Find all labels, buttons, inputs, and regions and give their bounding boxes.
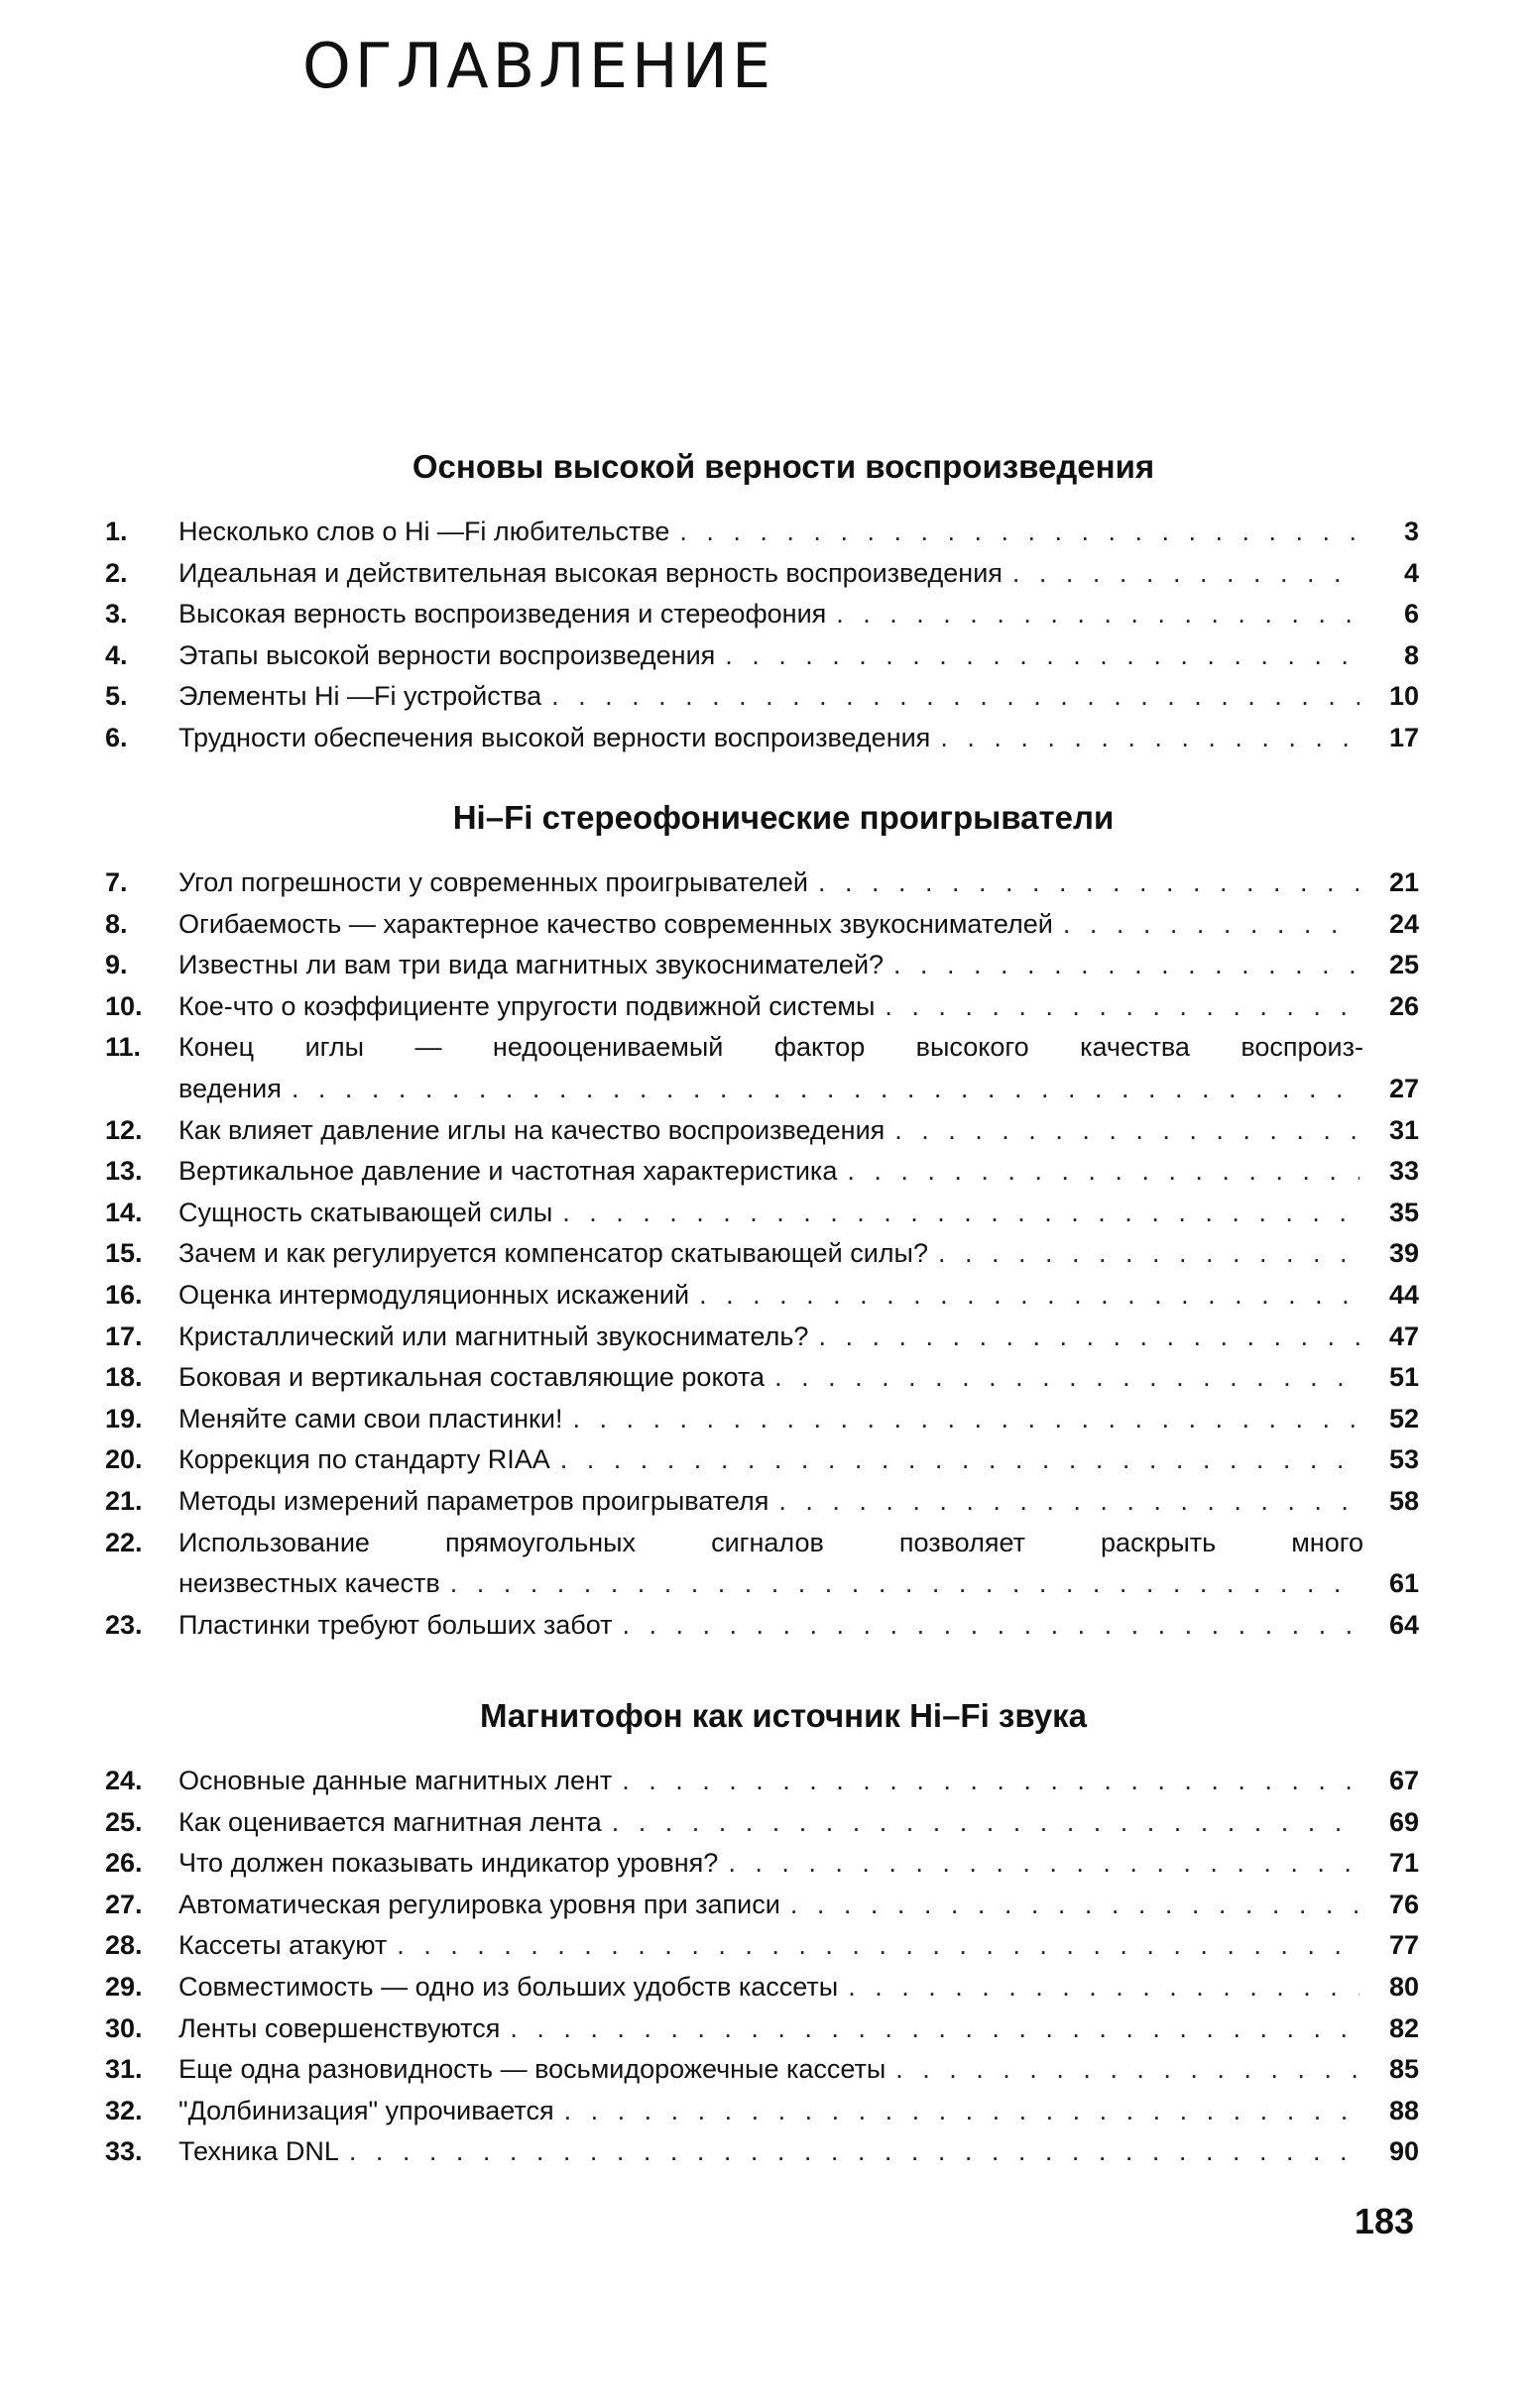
dot-leader	[699, 1275, 1360, 1317]
entry-title: Вертикальное давление и частотная характеристика	[178, 1156, 838, 1187]
entry-title: Коррекция по стандарту RIAA	[178, 1444, 550, 1475]
entry-page-number: 17	[1388, 722, 1419, 752]
toc-entry[interactable]	[105, 1275, 1419, 1317]
toc-entry[interactable]	[105, 2008, 1419, 2050]
toc-entry[interactable]	[105, 1439, 1419, 1481]
dot-leader	[847, 1151, 1360, 1193]
toc-entry[interactable]	[105, 1151, 1419, 1193]
dot-leader	[623, 1605, 1360, 1647]
entry-number: 4.	[105, 639, 128, 670]
entry-page-number: 25	[1388, 950, 1419, 980]
toc-entry[interactable]	[105, 1110, 1419, 1152]
toc-entry[interactable]	[105, 1925, 1419, 1967]
dot-leader	[848, 1967, 1360, 2008]
dot-leader	[551, 676, 1360, 718]
entry-number: 31.	[105, 2054, 143, 2085]
entry-title: Кое-что о коэффициенте упругости подвижной системы	[178, 990, 876, 1021]
entry-number: 8.	[105, 908, 128, 939]
entry-title: Кассеты атакуют	[178, 1930, 388, 1961]
section-heading: Hi–Fi стереофонические проигрыватели	[452, 799, 1115, 836]
entry-page-number: 21	[1388, 867, 1419, 897]
dot-leader	[1063, 904, 1360, 946]
entry-title: Еще одна разновидность — восьмидорожечные кассеты	[178, 2054, 887, 2085]
entry-title: Совместимость — одно из больших удобств кассеты	[178, 1971, 839, 2002]
dot-leader	[778, 1481, 1360, 1523]
entry-title: Кристаллический или магнитный звукосниматель?	[178, 1320, 809, 1351]
toc-entry[interactable]	[105, 1357, 1419, 1399]
entry-number: 6.	[105, 722, 128, 752]
entry-number: 28.	[105, 1930, 143, 1961]
entry-page-number: 4	[1403, 557, 1419, 588]
entry-page-number: 51	[1388, 1362, 1419, 1393]
entry-page-number: 47	[1388, 1320, 1419, 1351]
entry-page-number: 44	[1388, 1279, 1419, 1310]
entry-title: Сущность скатывающей силы	[178, 1197, 553, 1227]
entry-page-number: 33	[1388, 1156, 1419, 1187]
dot-leader	[818, 862, 1360, 904]
entry-number: 22.	[105, 1527, 143, 1557]
entry-number: 29.	[105, 1971, 143, 2002]
entry-title: неизвестных качеств	[178, 1568, 440, 1599]
entry-title: Основные данные магнитных лент	[178, 1766, 613, 1795]
entry-page-number: 6	[1403, 599, 1419, 630]
dot-leader	[572, 1399, 1360, 1440]
entry-number: 17.	[105, 1320, 143, 1351]
toc-entry[interactable]	[105, 676, 1419, 718]
dot-leader	[885, 986, 1360, 1028]
toc-entry[interactable]	[105, 1233, 1419, 1275]
toc-entry[interactable]	[105, 1523, 1419, 1605]
entry-number: 21.	[105, 1485, 143, 1516]
dot-leader	[397, 1925, 1360, 1967]
toc-section	[0, 1697, 1537, 2173]
entry-title-first-line	[105, 1523, 1419, 1564]
entry-number: 1.	[105, 516, 128, 546]
toc-entry[interactable]	[105, 1761, 1419, 1802]
entry-number: 26.	[105, 1848, 143, 1879]
dot-leader	[940, 718, 1360, 759]
toc-entry[interactable]	[105, 1027, 1419, 1109]
entry-number: 19.	[105, 1403, 143, 1433]
entry-title: Несколько слов о Hi —Fi любительстве	[178, 516, 670, 546]
entry-title: Оценка интермодуляционных искажений	[178, 1279, 690, 1310]
entry-title-part: Конец иглы — недооцениваемый фактор высокого качества воспроиз-	[178, 1032, 1363, 1063]
entry-page-number: 71	[1388, 1848, 1419, 1879]
entry-page-number: 10	[1388, 681, 1419, 712]
dot-leader	[1012, 553, 1360, 595]
entry-number: 11.	[105, 1032, 142, 1063]
toc-entry[interactable]	[105, 1317, 1419, 1358]
entry-page-number: 90	[1388, 2136, 1419, 2167]
dot-leader	[562, 1193, 1360, 1234]
toc-entry[interactable]	[105, 986, 1419, 1028]
section-heading: Основы высокой верности воспроизведения	[412, 448, 1155, 485]
entry-title: Трудности обеспечения высокой верности воспроизведения	[178, 722, 931, 752]
entry-title: Техника DNL	[178, 2136, 339, 2167]
entry-number: 25.	[105, 1806, 143, 1837]
entry-number: 32.	[105, 2095, 143, 2125]
entry-page-number: 27	[1388, 1073, 1419, 1103]
toc-entry[interactable]	[105, 1967, 1419, 2008]
entry-page-number: 26	[1388, 990, 1419, 1021]
entry-title: Как влияет давление иглы на качество воспроизведения	[178, 1114, 886, 1145]
entry-page-number: 61	[1388, 1568, 1419, 1599]
entry-page-number: 64	[1388, 1609, 1419, 1640]
dot-leader	[728, 1843, 1360, 1885]
entry-title: Высокая верность воспроизведения и стереофония	[178, 599, 827, 630]
section-heading: Магнитофон как источник Hi–Fi звука	[479, 1697, 1088, 1734]
toc-entry[interactable]	[105, 1843, 1419, 1885]
toc-entry[interactable]	[105, 2049, 1419, 2091]
toc-entry[interactable]	[105, 2091, 1419, 2132]
entry-number: 20.	[105, 1444, 143, 1475]
entry-page-number: 39	[1388, 1238, 1419, 1269]
entry-title: Что должен показывать индикатор уровня?	[178, 1848, 719, 1879]
entry-number: 24.	[105, 1766, 143, 1795]
entry-page-number: 8	[1403, 639, 1419, 670]
dot-leader	[612, 1802, 1360, 1844]
entry-title: Известны ли вам три вида магнитных звукоснимателей?	[178, 950, 885, 980]
entry-page-number: 67	[1388, 1766, 1419, 1795]
entry-number: 18.	[105, 1362, 143, 1393]
dot-leader	[790, 1885, 1360, 1926]
entry-title: Автоматическая регулировка уровня при записи	[178, 1889, 780, 1919]
dot-leader	[450, 1563, 1360, 1605]
entry-number: 9.	[105, 950, 128, 980]
entry-page-number: 58	[1388, 1485, 1419, 1516]
entry-number: 27.	[105, 1889, 143, 1919]
entry-page-number: 80	[1388, 1971, 1419, 2002]
entry-title: Зачем и как регулируется компенсатор скатывающей силы?	[178, 1238, 928, 1269]
dot-leader	[725, 635, 1360, 677]
dot-leader	[938, 1233, 1360, 1275]
dot-leader	[893, 945, 1360, 986]
entry-page-number: 53	[1388, 1444, 1419, 1475]
toc-entry[interactable]	[105, 635, 1419, 677]
entry-page-number: 52	[1388, 1403, 1419, 1433]
toc-entry[interactable]	[105, 1802, 1419, 1844]
entry-page-number: 76	[1388, 1889, 1419, 1919]
entry-number: 7.	[105, 867, 128, 897]
toc-entry[interactable]	[105, 1399, 1419, 1440]
toc-entry[interactable]	[105, 512, 1419, 553]
entry-page-number: 69	[1388, 1806, 1419, 1837]
entry-number: 33.	[105, 2136, 143, 2167]
dot-leader	[622, 1761, 1360, 1802]
entry-number: 5.	[105, 681, 128, 712]
entry-title: Ленты совершенствуются	[178, 2012, 501, 2043]
entry-number: 12.	[105, 1114, 143, 1145]
entry-title: Этапы высокой верности воспроизведения	[178, 639, 716, 670]
entry-title: "Долбинизация" упрочивается	[178, 2095, 554, 2125]
toc-entry[interactable]	[105, 1885, 1419, 1926]
entry-number: 3.	[105, 599, 128, 630]
entry-page-number: 24	[1388, 908, 1419, 939]
entry-title: Методы измерений параметров проигрывателя	[178, 1485, 769, 1516]
entry-title: Пластинки требуют больших забот	[178, 1609, 613, 1640]
entry-page-number: 77	[1388, 1930, 1419, 1961]
entry-title: Идеальная и действительная высокая верность воспроизведения	[178, 557, 1003, 588]
dot-leader	[895, 2049, 1360, 2091]
entry-number: 2.	[105, 557, 128, 588]
entry-title: Боковая и вертикальная составляющие рокота	[178, 1362, 766, 1393]
dot-leader	[836, 594, 1360, 635]
entry-number: 13.	[105, 1156, 143, 1187]
toc-entry[interactable]	[105, 904, 1419, 946]
entry-number: 10.	[105, 990, 143, 1021]
entry-number: 16.	[105, 1279, 143, 1310]
entry-page-number: 88	[1388, 2095, 1419, 2125]
entry-title-first-line	[105, 1027, 1419, 1069]
toc-entry[interactable]	[105, 945, 1419, 986]
toc-entry[interactable]	[105, 553, 1419, 595]
toc-entry[interactable]	[105, 1605, 1419, 1647]
toc-entry[interactable]	[105, 594, 1419, 635]
entry-number: 30.	[105, 2012, 143, 2043]
toc-entry[interactable]	[105, 1193, 1419, 1234]
entry-title: Угол погрешности у современных проигрывателей	[178, 867, 808, 897]
entry-number: 15.	[105, 1238, 143, 1269]
toc-entry[interactable]	[105, 2131, 1419, 2173]
dot-leader	[292, 1069, 1360, 1110]
entry-title-part: Использование прямоугольных сигналов позволяет раскрыть много	[178, 1527, 1363, 1557]
page-number: 183	[1354, 2201, 1414, 2241]
entry-page-number: 85	[1388, 2054, 1419, 2085]
entry-title: Огибаемость — характерное качество современных звукоснимателей	[178, 908, 1053, 939]
entry-page-number: 31	[1388, 1114, 1419, 1145]
entry-page-number: 35	[1388, 1197, 1419, 1227]
entry-title: Меняйте сами свои пластинки!	[178, 1403, 563, 1433]
dot-leader	[564, 2091, 1360, 2132]
entry-page-number: 82	[1388, 2012, 1419, 2043]
page-title: ОГЛАВЛЕНИЕ	[302, 30, 775, 102]
toc-entry[interactable]	[105, 718, 1419, 759]
entry-title: ведения	[178, 1073, 282, 1103]
dot-leader	[818, 1317, 1360, 1358]
toc-entry[interactable]	[105, 862, 1419, 904]
dot-leader	[894, 1110, 1360, 1152]
dot-leader	[679, 512, 1360, 553]
dot-leader	[510, 2008, 1360, 2050]
entry-title: Элементы Hi —Fi устройства	[178, 681, 542, 712]
dot-leader	[349, 2131, 1360, 2173]
dot-leader	[560, 1439, 1360, 1481]
entry-page-number: 3	[1403, 516, 1419, 546]
entry-number: 23.	[105, 1609, 143, 1640]
dot-leader	[774, 1357, 1360, 1399]
entry-title: Как оценивается магнитная лента	[178, 1806, 602, 1837]
toc-section	[0, 799, 1537, 1646]
toc-entry[interactable]	[105, 1481, 1419, 1523]
entry-number: 14.	[105, 1197, 143, 1227]
toc-section	[0, 448, 1537, 759]
